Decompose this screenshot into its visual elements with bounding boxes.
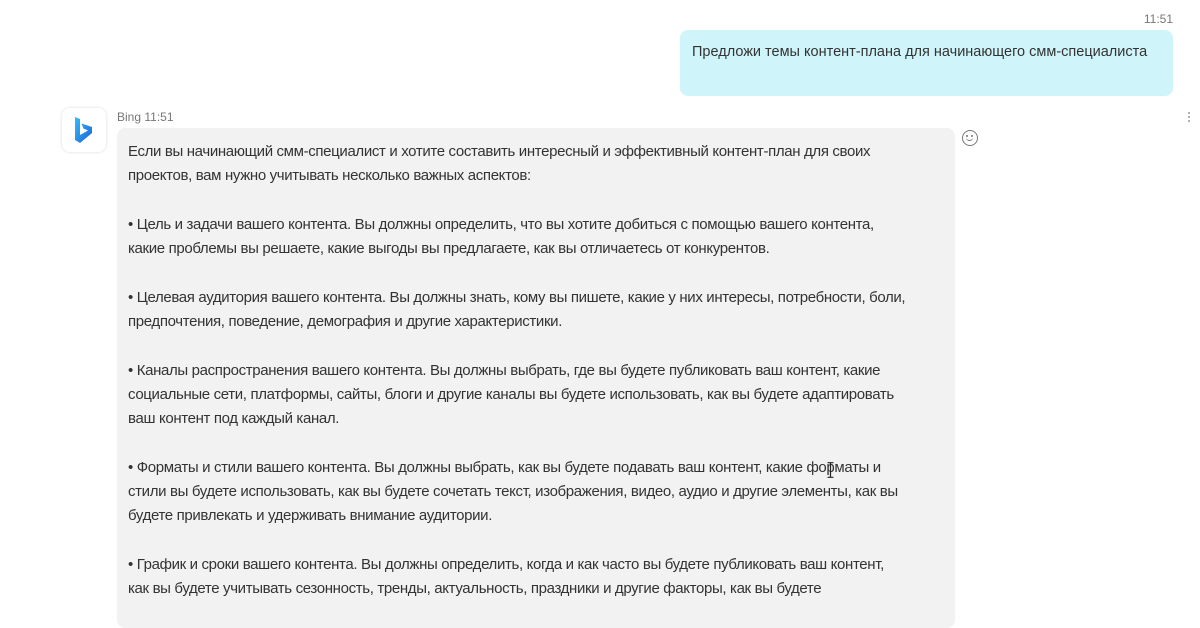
bot-paragraph bbox=[128, 213, 944, 262]
bot-message-time: 11:51 bbox=[144, 110, 174, 124]
bot-paragraph bbox=[128, 359, 944, 432]
bot-text-line: будете привлекать и удерживать внимание аудитории. bbox=[128, 507, 493, 525]
more-options-icon[interactable] bbox=[1188, 112, 1191, 124]
bot-text-line: • График и сроки вашего контента. Вы должны определить, когда и как часто вы будете публиковать ваш контент, bbox=[128, 556, 884, 574]
bot-paragraph bbox=[128, 286, 944, 335]
bot-text-line: • Целевая аудитория вашего контента. Вы должны знать, кому вы пишете, какие у них интересы, потребности, боли, bbox=[128, 288, 906, 306]
bot-message-bubble bbox=[117, 128, 955, 628]
user-message-text: Предложи темы контент-плана для начинающего смм-специалиста bbox=[692, 44, 1148, 60]
bot-text-line: • Форматы и стили вашего контента. Вы должны выбрать, как вы будете подавать ваш контент, какие форматы и bbox=[128, 458, 881, 476]
bot-paragraph bbox=[128, 553, 944, 602]
bot-text-line: • Цель и задачи вашего контента. Вы должны определить, что вы хотите добиться с помощью вашего контента, bbox=[128, 215, 874, 233]
bing-logo-icon bbox=[73, 116, 95, 144]
bot-text-line: какие проблемы вы решаете, какие выгоды вы предлагаете, как вы отличаетесь от конкурентов. bbox=[128, 240, 770, 258]
bot-text-line: • Каналы распространения вашего контента. Вы должны выбрать, где вы будете публиковать ваш контент, какие bbox=[128, 361, 881, 379]
bot-paragraph bbox=[128, 456, 944, 529]
bot-message-meta bbox=[117, 110, 174, 124]
bot-text-line: ваш контент под каждый канал. bbox=[128, 410, 340, 428]
reaction-smiley-icon[interactable] bbox=[962, 130, 978, 146]
bot-text-line: социальные сети, платформы, сайты, блоги и другие каналы вы будете использовать, как вы будете адаптировать bbox=[128, 385, 894, 403]
bot-sender: Bing bbox=[117, 110, 142, 124]
bot-paragraph bbox=[128, 140, 944, 189]
bot-text-line: стили вы будете использовать, как вы будете сочетать текст, изображения, видео, аудио и другие элементы, как вы bbox=[128, 483, 898, 501]
bot-text-line: Если вы начинающий смм-специалист и хотите составить интересный и эффективный контент-план для своих bbox=[128, 143, 871, 160]
user-message-bubble bbox=[680, 30, 1173, 96]
user-message-time: 11:51 bbox=[1143, 12, 1173, 26]
bot-text-line: как вы будете учитывать сезонность, тренды, актуальность, праздники и другие факторы, как вы будете bbox=[128, 580, 822, 598]
bot-text-line: предпочтения, поведение, демография и другие характеристики. bbox=[128, 313, 563, 331]
bing-avatar bbox=[62, 108, 106, 152]
bot-text-line: проектов, вам нужно учитывать несколько важных аспектов: bbox=[128, 167, 531, 185]
